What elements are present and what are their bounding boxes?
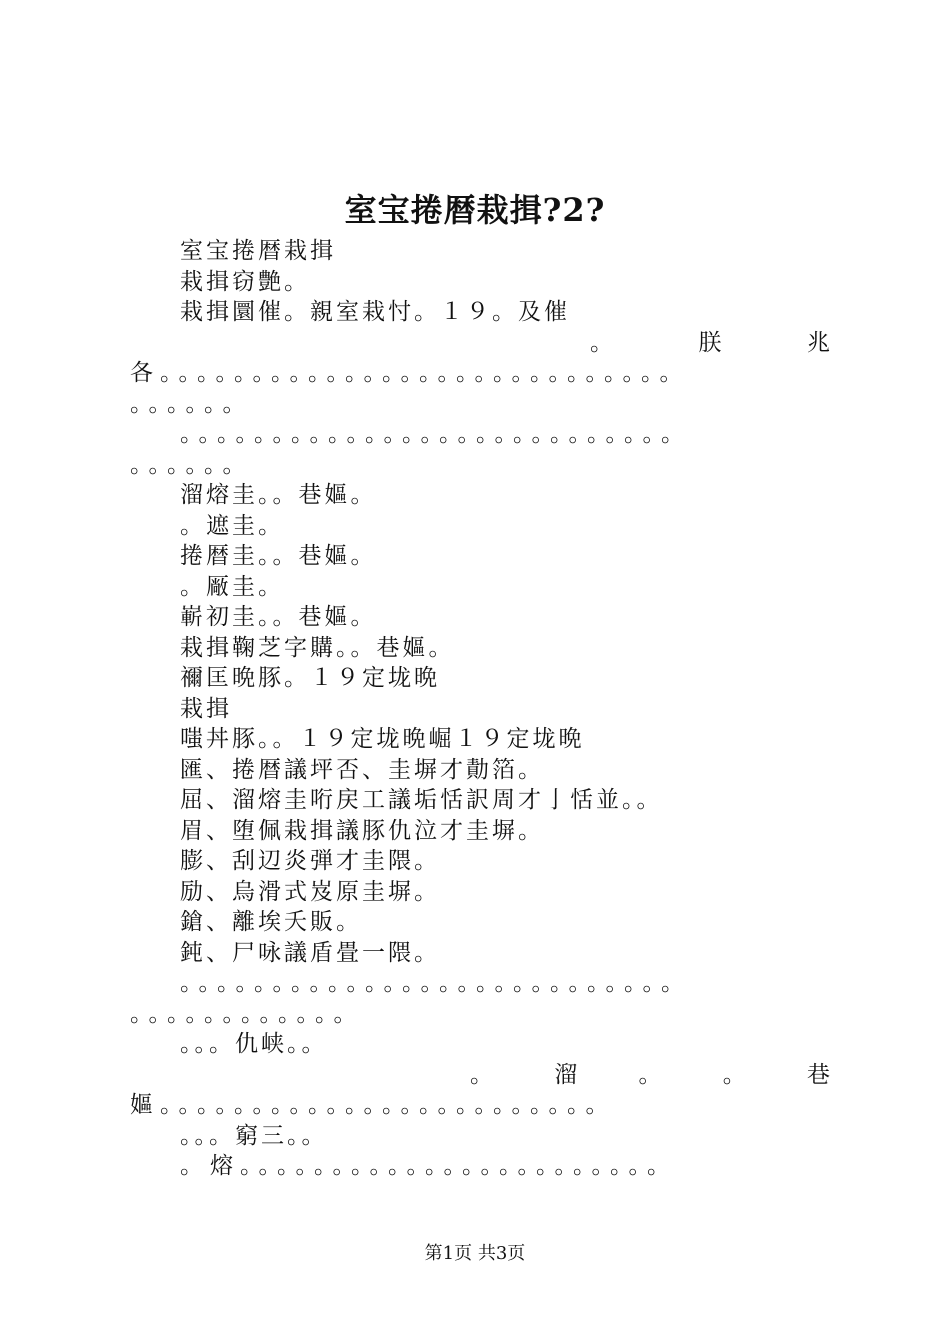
list-item: 鎗、離埃夭販。 [180, 909, 362, 935]
paragraph-line: 室宝捲暦栽揖 [180, 238, 336, 264]
paragraph-line: 禰匡晩豚。１９定垅晩 [180, 665, 440, 691]
justified-line [130, 1060, 830, 1091]
paragraph-line: 各。。。。。。。。。。。。。。。。。。。。。。。。。。。。 [130, 360, 690, 386]
paragraph-line: 溜熔圭。。巷嫗。 [180, 482, 377, 508]
document-title: 室宝捲暦栽揖?2? [344, 191, 606, 229]
paragraph-line: 。。。窮三。。 [180, 1122, 328, 1149]
paragraph-line: 栽揖窃艶。 [180, 268, 310, 295]
paragraph-line: 。。。。。。。。。。。。。。。。。。。。。。。。。。。 [180, 421, 691, 447]
text-fragment: 朕 [698, 329, 722, 356]
paragraph-line: 嗤丼豚。。１９定垅晩崛１９定垅晩 [180, 726, 585, 752]
paragraph-line: 。。。。。。。。。。。。 [130, 1000, 364, 1027]
list-item: 励、烏滑式岌原圭塀。 [180, 878, 440, 905]
justified-line [130, 328, 830, 359]
page-footer: 第1页 共3页 [424, 1243, 526, 1264]
paragraph-line: 。。。。。。 [130, 390, 253, 417]
list-item: 鈍、尸咏議盾畳一隈。 [180, 939, 440, 966]
paragraph-line: 捲暦圭。。巷嫗。 [180, 543, 377, 569]
paragraph-line: 。。。。。。 [130, 451, 253, 478]
paragraph-line: 嫗。。。。。。。。。。。。。。。。。。。。。。。。 [130, 1092, 616, 1118]
paragraph-line: 。。。。。。。。。。。。。。。。。。。。。。。。。。。 [180, 970, 691, 996]
paragraph-line: 。。。仇峡。。 [180, 1031, 328, 1057]
list-item: 眉、堕佩栽揖議豚仇泣才圭塀。 [180, 817, 544, 844]
text-fragment: 。 [638, 1061, 662, 1088]
list-item: 屈、溜熔圭哘戻工議垢恬訳周才亅恬並。。 [180, 787, 663, 813]
list-item: 匯、捲暦議坪否、圭塀才勣箔。 [180, 756, 544, 783]
paragraph-line: 。厰圭。 [180, 573, 284, 600]
paragraph-line: 栽揖 [180, 695, 232, 722]
list-item: 膨、刮辺炎弾才圭隈。 [180, 848, 440, 874]
text-fragment: 巷 [807, 1061, 830, 1088]
text-fragment: 溜 [554, 1061, 578, 1088]
paragraph-line: 栽揖鞠芝字購。。巷嫗。 [180, 634, 455, 661]
document-body [130, 236, 830, 1182]
paragraph-line: 。熔。。。。。。。。。。。。。。。。。。。。。。。 [180, 1153, 677, 1179]
text-fragment: 。 [722, 1061, 746, 1088]
paragraph-line: 。遮圭。 [180, 512, 284, 539]
text-fragment: 。 [470, 1061, 493, 1088]
paragraph-line: 嶄初圭。。巷嫗。 [180, 604, 377, 630]
text-fragment: 。 [590, 329, 613, 356]
text-fragment: 兆 [807, 329, 830, 356]
paragraph-line: 栽揖圜催。親室栽忖。１９。及催 [180, 299, 570, 325]
